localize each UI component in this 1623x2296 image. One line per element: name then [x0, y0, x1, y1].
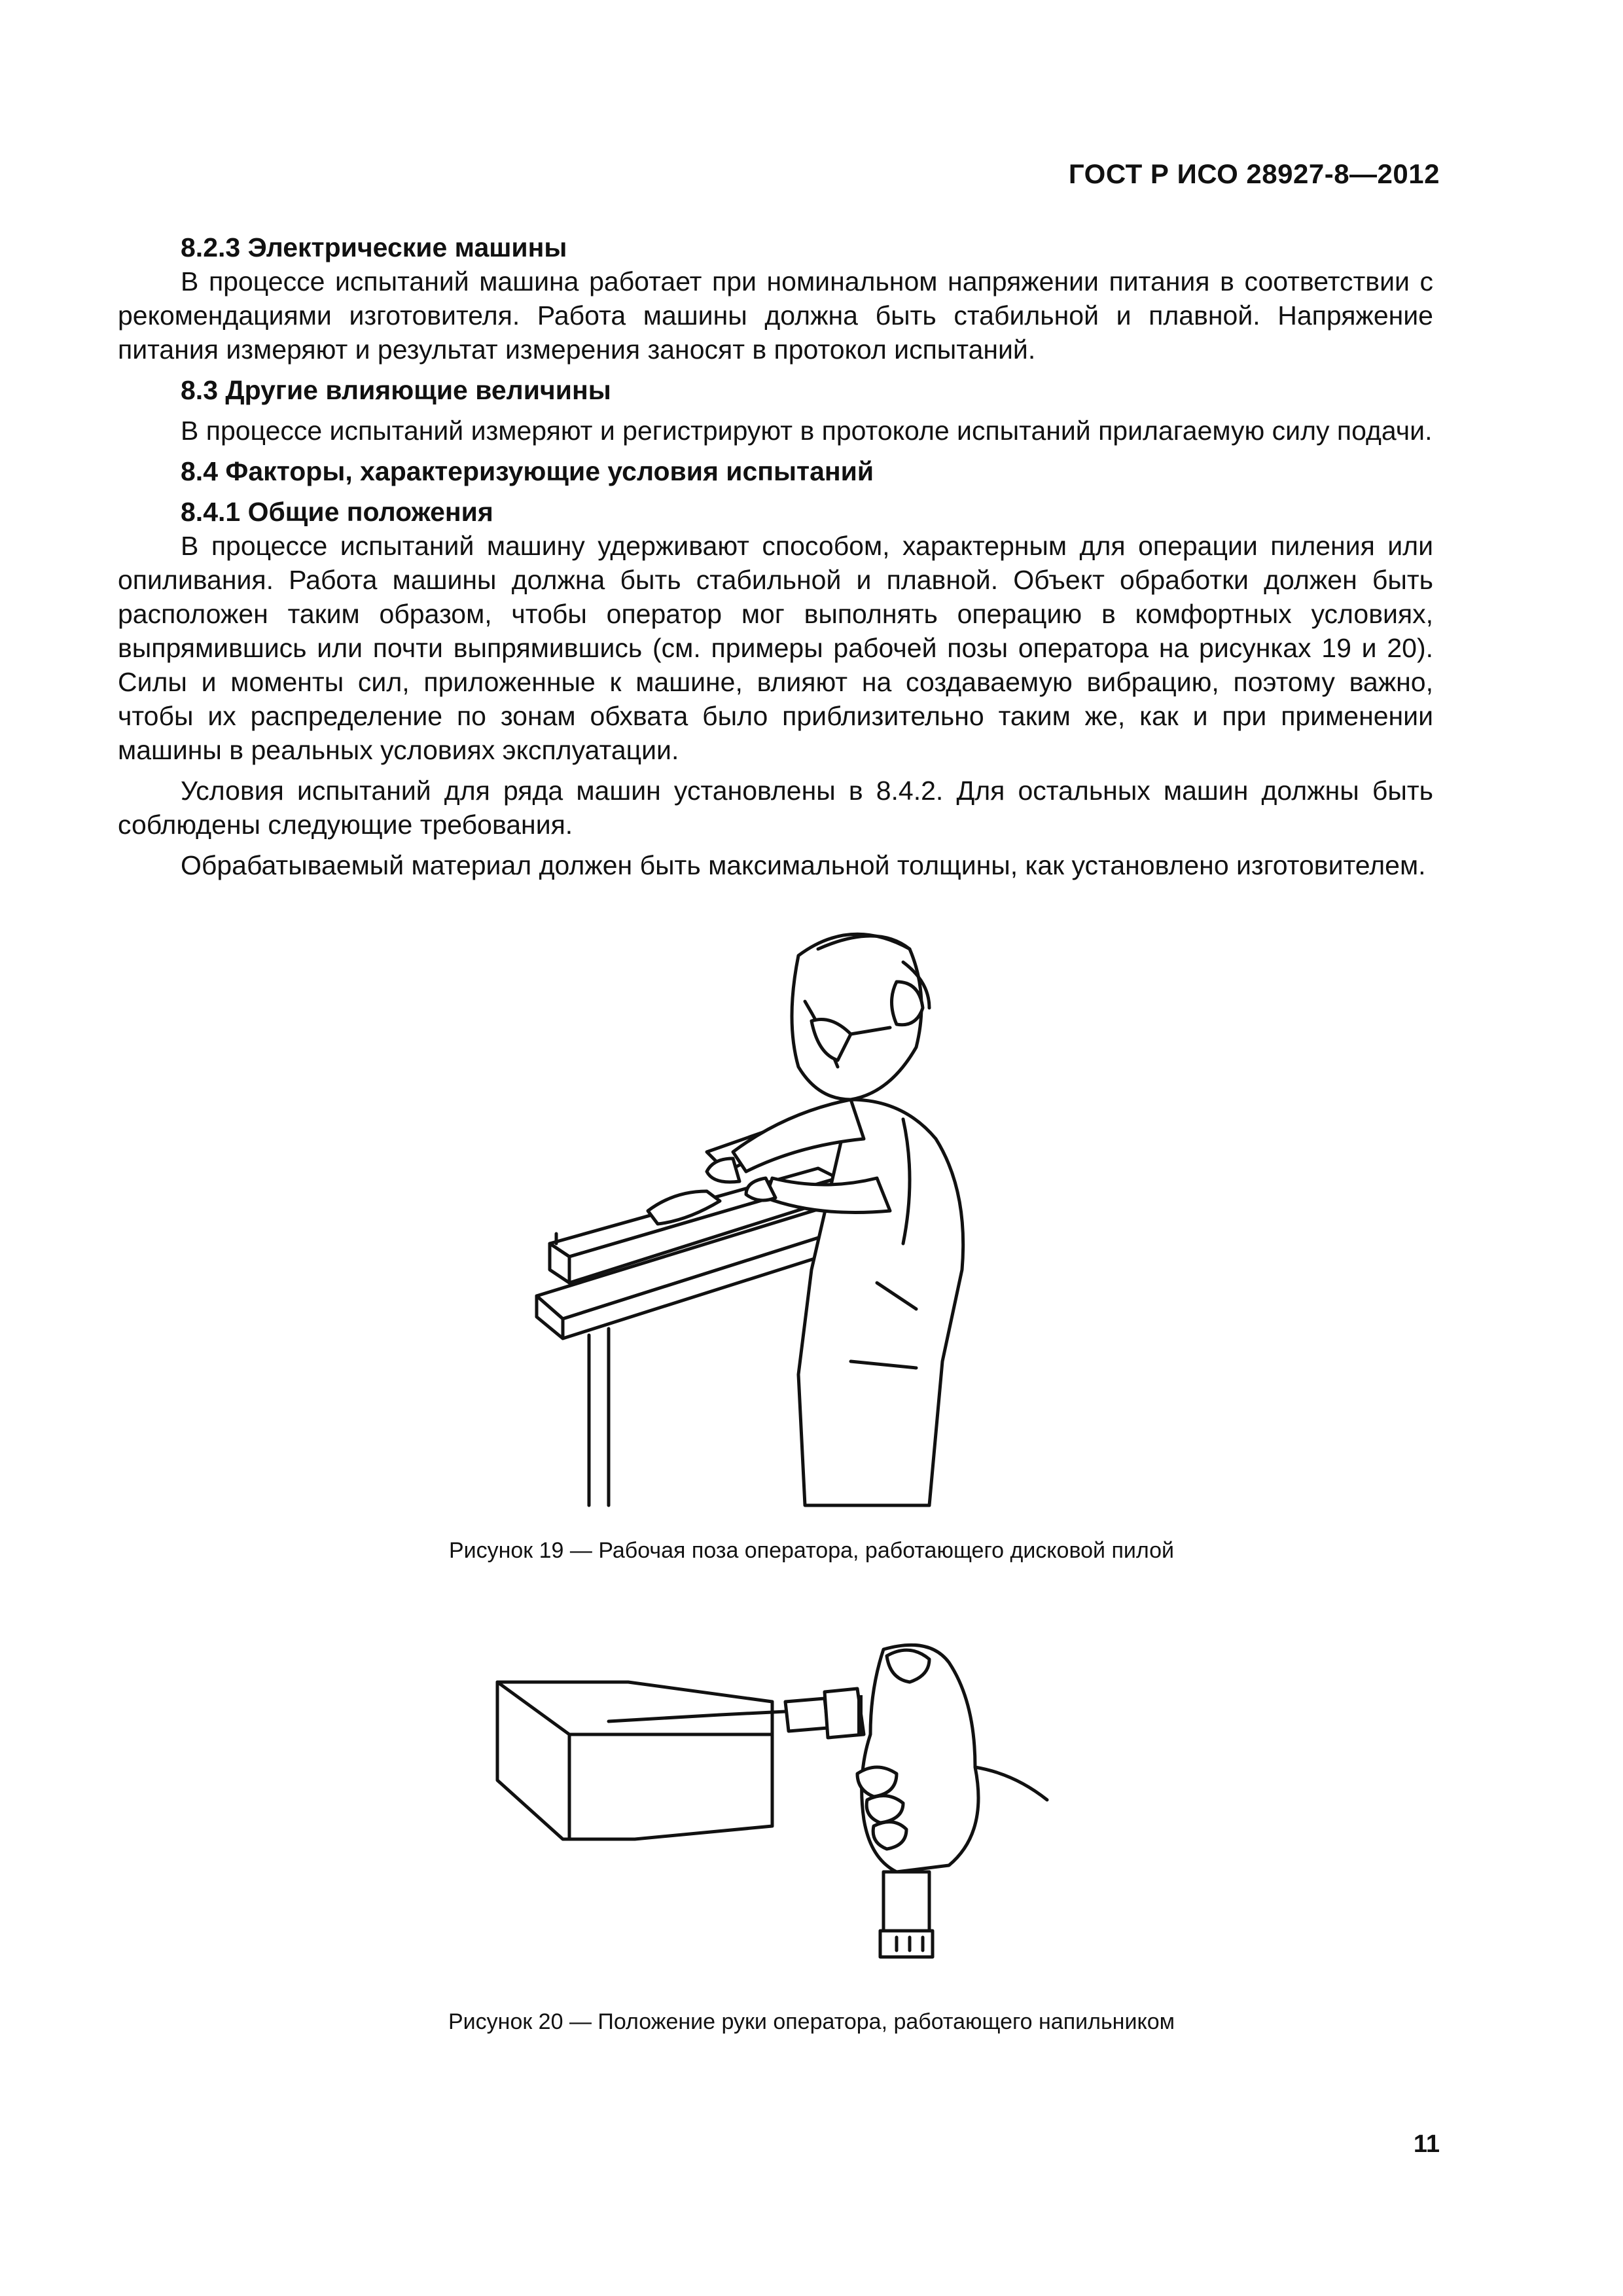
figure-20-caption: Рисунок 20 — Положение руки оператора, работающего напильником	[448, 2009, 1175, 2034]
body-text	[118, 230, 1433, 882]
page-number: 11	[1413, 2130, 1440, 2158]
paragraph: Условия испытаний для ряда машин установлены в 8.4.2. Для остальных машин должны быть соблюдены следующие требования.	[118, 776, 1433, 840]
paragraph: В процессе испытаний машину удерживают способом, характерным для операции пиления или опиливания. Работа машины должна быть стабильной и плавной. Объект обработки должен быть расположен таким образом, чтобы оператор мог выполнять операцию в комфортных условиях, выпрямившись или почти выпрямившись (см. примеры рабочей позы оператора на рисунках 19 и 20). Силы и моменты сил, приложенные к машине, влияют на создаваемую вибрацию, поэтому важно, чтобы их распределение по зонам обхвата было приблизительно таким же, как и при применении машины в реальных условиях эксплуатации.	[118, 531, 1433, 765]
paragraph: В процессе испытаний машина работает при номинальном напряжении питания в соответствии с рекомендациями изготовителя. Работа машины должна быть стабильной и плавной. Напряжение питания измеряют и результат измерения заносят в протокол испытаний.	[118, 266, 1433, 365]
paragraph: В процессе испытаний измеряют и регистрируют в протоколе испытаний прилагаемую силу подачи.	[181, 416, 1433, 446]
heading-8-4-1: 8.4.1 Общие положения	[181, 497, 493, 527]
heading-8-2-3: 8.2.3 Электрические машины	[181, 232, 567, 262]
standard-header: ГОСТ Р ИСО 28927-8—2012	[1068, 158, 1440, 189]
figure-19-illustration	[510, 903, 1008, 1525]
heading-8-3: 8.3 Другие влияющие величины	[181, 375, 611, 405]
heading-8-4: 8.4 Факторы, характеризующие условия испытаний	[181, 456, 874, 486]
figure-20-illustration	[478, 1623, 1080, 1990]
paragraph: Обрабатываемый материал должен быть максимальной толщины, как установлено изготовителем.	[181, 850, 1426, 880]
figure-19-caption: Рисунок 19 — Рабочая поза оператора, работающего дисковой пилой	[448, 1538, 1175, 1563]
